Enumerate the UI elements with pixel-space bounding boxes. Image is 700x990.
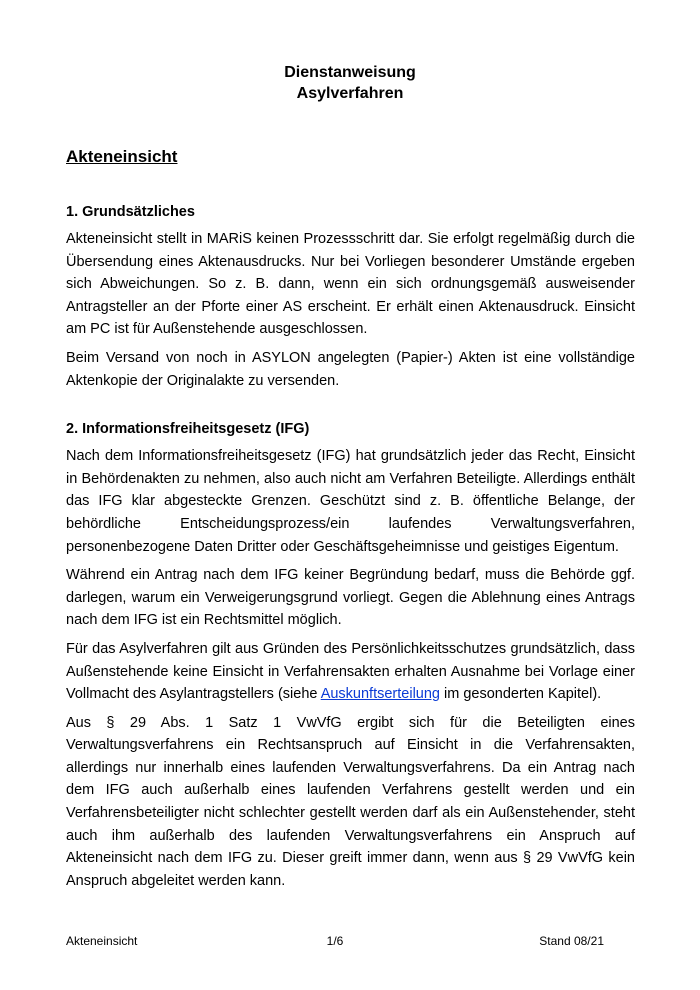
footer-document-name: Akteneinsicht bbox=[66, 934, 138, 948]
section-1-paragraph-2: Beim Versand von noch in ASYLON angelegten (Papier-) Akten ist eine vollständige Aktenkopie der Originalakte zu versenden. bbox=[66, 349, 635, 389]
page-footer bbox=[66, 934, 604, 948]
document-body bbox=[66, 201, 635, 898]
paragraph-3-text-after: im gesonderten Kapitel). bbox=[439, 686, 602, 703]
section-2-paragraph-2: Während ein Antrag nach dem IFG keiner Begründung bedarf, muss die Behörde ggf. darlegen, warum ein Verweigerungsgrund vorliegt. Gegen die Ablehnung eines Antrags nach dem IFG ist ein Rechtsmittel möglich. bbox=[66, 567, 635, 629]
section-1-heading: 1. Grundsätzliches bbox=[66, 204, 195, 220]
footer-page-number: 1/6 bbox=[326, 934, 344, 948]
section-title: Akteneinsicht bbox=[66, 147, 178, 166]
section-2-paragraph-4: Aus § 29 Abs. 1 Satz 1 VwVfG ergibt sich für die Beteiligten eines Verwaltungsverfahrens ein Rechtsanspruch auf Einsicht in die Verfahrensakten, allerdings nur innerhalb eines laufenden Verwaltungsverfahrens. Da ein Antrag nach dem IFG auch außerhalb eines laufenden Verfahrens gestellt werden und ein Verfahrensbeteiligter nicht schlechter gestellt werden darf als ein Außenstehender, steht auch ihm außerhalb des laufenden Verwaltungsverfahrens ein Anspruch auf Akteneinsicht nach dem IFG zu. Dieser greift immer dann, wenn aus § 29 VwVfG kein Anspruch abgeleitet werden kann. bbox=[66, 714, 635, 889]
document-title bbox=[0, 62, 700, 104]
section-1-paragraph-1: Akteneinsicht stellt in MARiS keinen Prozessschritt dar. Sie erfolgt regelmäßig durch die Übersendung eines Aktenausdrucks. Nur bei Vorliegen besonderer Umstände ergeben sich Abweichungen. So z. B. dann, wenn ein sich ordnungsgemäß ausweisender Antragsteller an der Pforte einer AS erscheint. Er erhält einen Aktenausdruck. Einsicht am PC ist für Außenstehende ausgeschlossen. bbox=[66, 231, 635, 338]
footer-revision-date: Stand 08/21 bbox=[539, 934, 604, 948]
title-line-1: Dienstanweisung bbox=[284, 64, 416, 81]
section-2-paragraph-1: Nach dem Informationsfreiheitsgesetz (IFG) hat grundsätzlich jeder das Recht, Einsicht in Behördenakten zu nehmen, also auch nicht am Verfahren Beteiligte. Allerdings enthält das IFG klar abgesteckte Grenzen. Geschützt sind z. B. öffentliche Belange, der behördliche Entscheidungsprozess/ein laufendes Verwaltungsverfahren, personenbezogene Daten Dritter oder Geschäftsgeheimnisse und geistiges Eigentum. bbox=[66, 448, 635, 555]
title-line-2: Asylverfahren bbox=[296, 85, 404, 102]
auskunftserteilung-link[interactable]: Auskunftserteilung bbox=[320, 686, 440, 703]
section-2-heading: 2. Informationsfreiheitsgesetz (IFG) bbox=[66, 421, 310, 438]
section-2-paragraph-3 bbox=[66, 638, 635, 706]
paragraph-3-text-before: Für das Asylverfahren gilt aus Gründen des Persönlichkeitsschutzes grundsätzlich, dass Außenstehende keine Einsicht in Verfahrensakten erhalten Ausnahme bei Vorlage einer Vollmacht des Asylantragstellers (siehe bbox=[66, 640, 635, 703]
